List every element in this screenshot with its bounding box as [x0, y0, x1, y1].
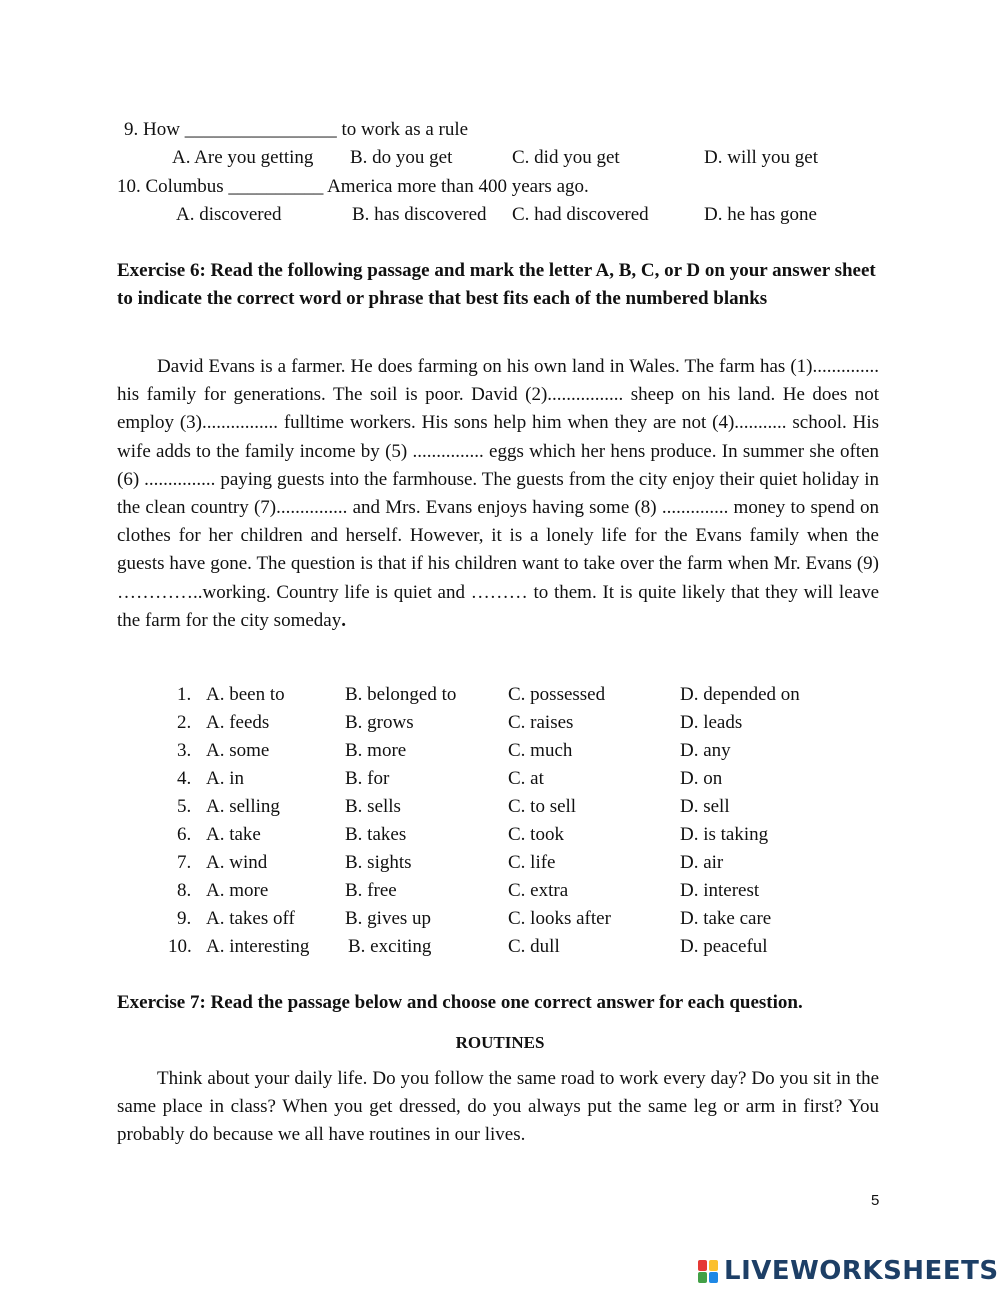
ex6-question-number: 5. [177, 796, 192, 817]
ex6-question-number: 8. [177, 880, 192, 901]
ex6-question-number: 4. [177, 768, 192, 789]
ex6-option-b[interactable]: B. grows [345, 712, 414, 733]
question-9-option-c[interactable]: C. did you get [512, 147, 620, 168]
ex6-option-d[interactable]: D. sell [680, 796, 730, 817]
ex6-question-row [0, 765, 1000, 793]
exercise-7-passage [117, 1065, 879, 1150]
ex6-option-a[interactable]: A. in [206, 768, 244, 789]
question-10-options [0, 201, 1000, 229]
ex6-question-number: 2. [177, 712, 192, 733]
ex6-option-b[interactable]: B. for [345, 768, 390, 789]
question-9-stem: 9. How ________________ to work as a rule [124, 119, 469, 140]
ex6-question-number: 6. [177, 824, 192, 845]
question-9-option-b[interactable]: B. do you get [350, 147, 453, 168]
brand-name: LIVEWORKSHEETS [724, 1256, 999, 1286]
ex6-question-number: 9. [177, 908, 192, 929]
ex6-option-c[interactable]: C. looks after [508, 908, 611, 929]
ex6-option-b[interactable]: B. gives up [345, 908, 432, 929]
ex6-option-c[interactable]: C. to sell [508, 796, 577, 817]
ex6-option-c[interactable]: C. possessed [508, 684, 606, 705]
ex6-option-c[interactable]: C. raises [508, 712, 574, 733]
ex6-option-c[interactable]: C. took [508, 824, 564, 845]
ex6-question-row [0, 737, 1000, 765]
ex6-option-d[interactable]: D. is taking [680, 824, 769, 845]
ex6-option-b[interactable]: B. sells [345, 796, 401, 817]
ex6-option-b[interactable]: B. free [345, 880, 397, 901]
ex6-option-a[interactable]: A. wind [206, 852, 268, 873]
ex6-question-row [0, 933, 1000, 961]
ex6-option-d[interactable]: D. take care [680, 908, 772, 929]
ex6-option-b[interactable]: B. sights [345, 852, 412, 873]
ex6-question-row [0, 821, 1000, 849]
ex6-question-row [0, 709, 1000, 737]
ex6-option-c[interactable]: C. much [508, 740, 573, 761]
ex6-option-b[interactable]: B. belonged to [345, 684, 457, 705]
ex6-option-d[interactable]: D. air [680, 852, 724, 873]
ex6-option-b[interactable]: B. takes [345, 824, 407, 845]
exercise-6-heading: Exercise 6: Read the following passage and mark the letter A, B, C, or D on your answer sheet to indicate the correct word or phrase that best fits each of the numbered blanks [117, 260, 876, 309]
ex6-question-number: 7. [177, 852, 192, 873]
ex6-question-row [0, 793, 1000, 821]
question-9-option-d[interactable]: D. will you get [704, 147, 818, 168]
ex6-option-a[interactable]: A. takes off [206, 908, 295, 929]
ex6-option-d[interactable]: D. depended on [680, 684, 800, 705]
ex6-option-a[interactable]: A. some [206, 740, 270, 761]
ex6-option-a[interactable]: A. more [206, 880, 269, 901]
ex6-option-b[interactable]: B. more [345, 740, 407, 761]
ex6-option-d[interactable]: D. on [680, 768, 723, 789]
ex6-option-b[interactable]: B. exciting [348, 936, 432, 957]
ex6-question-number: 3. [177, 740, 192, 761]
ex6-option-d[interactable]: D. leads [680, 712, 743, 733]
ex6-question-row [0, 681, 1000, 709]
question-10-option-a[interactable]: A. discovered [176, 204, 282, 225]
ex6-option-c[interactable]: C. dull [508, 936, 560, 957]
question-10-option-c[interactable]: C. had discovered [512, 204, 649, 225]
question-10-stem: 10. Columbus __________ America more than 400 years ago. [117, 176, 589, 197]
ex6-option-c[interactable]: C. extra [508, 880, 569, 901]
exercise-7-heading: Exercise 7: Read the passage below and choose one correct answer for each question. [117, 992, 803, 1013]
ex6-question-row [0, 849, 1000, 877]
ex6-option-a[interactable]: A. selling [206, 796, 280, 817]
ex6-option-c[interactable]: C. at [508, 768, 544, 789]
exercise-6-passage-text: David Evans is a farmer. He does farming on his own land in Wales. The farm has (1).............. his family for generations. The soil is poor. David (2)................ sheep on his land. He does not employ (3)................ fulltime workers. His sons help him when they are not (4)........... school. His wife adds to the family income by (5) ............... eggs which her hens produce. In summer she often (6) ............... paying guests into the farmhouse. The guests from the city enjoy their quiet holiday in the clean country (7)............... and Mrs. Evans enjoys having some (8) .............. money to spend on clothes for her children and herself. However, it is a lonely life for the Evans family when the guests have gone. The question is that if his children want to take over the farm when Mr. Evans (9) …………..working. Country life is quiet and ……… to them. It is quite likely that they will leave the farm for the city someday [117, 356, 879, 631]
ex6-option-a[interactable]: A. been to [206, 684, 285, 705]
ex6-option-d[interactable]: D. interest [680, 880, 760, 901]
exercise-6-passage [117, 353, 879, 635]
ex6-question-number: 10. [168, 936, 192, 957]
exercise-6-passage-end: . [341, 609, 346, 631]
ex6-question-row [0, 905, 1000, 933]
question-9-options [0, 144, 1000, 172]
ex6-question-row [0, 877, 1000, 905]
page-number: 5 [871, 1192, 880, 1209]
passage-title: ROUTINES [455, 1033, 545, 1052]
brand-icon [698, 1258, 720, 1284]
ex6-question-number: 1. [177, 684, 192, 705]
question-10-option-d[interactable]: D. he has gone [704, 204, 817, 225]
question-9-option-a[interactable]: A. Are you getting [172, 147, 314, 168]
question-10-option-b[interactable]: B. has discovered [352, 204, 487, 225]
ex6-option-a[interactable]: A. interesting [206, 936, 310, 957]
ex6-option-a[interactable]: A. take [206, 824, 261, 845]
ex6-option-a[interactable]: A. feeds [206, 712, 270, 733]
exercise-7-passage-text: Think about your daily life. Do you follow the same road to work every day? Do you sit in the same place in class? When you get dressed, do you always put the same leg or arm in first? You probably do because we all have routines in our lives. [117, 1068, 879, 1146]
ex6-option-c[interactable]: C. life [508, 852, 556, 873]
liveworksheets-logo[interactable] [698, 1254, 999, 1288]
ex6-option-d[interactable]: D. any [680, 740, 731, 761]
ex6-option-d[interactable]: D. peaceful [680, 936, 768, 957]
